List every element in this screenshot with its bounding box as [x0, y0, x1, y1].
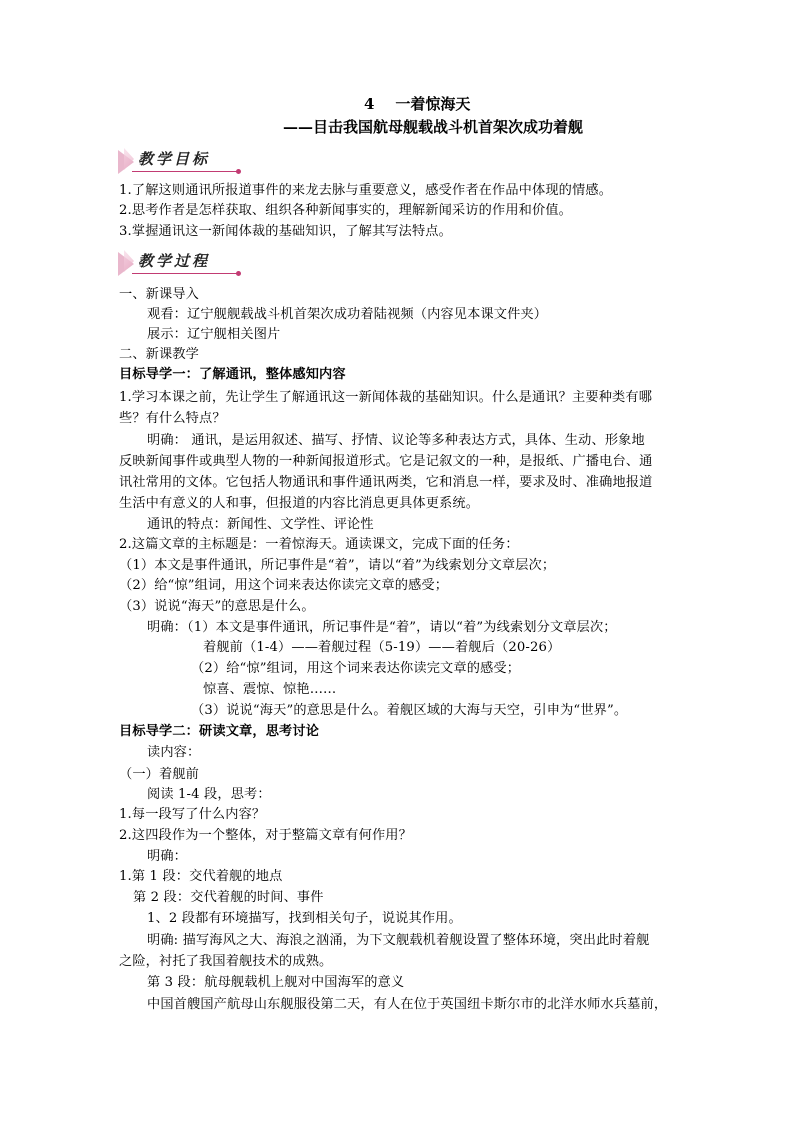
- body-line: 第 2 段：交代着舰的时间、事件: [133, 890, 324, 905]
- body-line: 明确： 通讯，是运用叙述、描写、抒情、议论等多种表达方式，具体、生动、形象地: [147, 433, 645, 448]
- body-line: （1）本文是事件通讯，所记事件是“着”，请以“着”为线索划分文章层次；: [119, 558, 556, 573]
- lesson-main-title: 一着惊海天: [395, 95, 471, 113]
- body-line: 中国首艘国产航母山东舰服役第二天，有人在位于英国纽卡斯尔市的北洋水师水兵墓前，: [147, 997, 668, 1012]
- lesson-subtitle: ——目击我国航母舰载战斗机首架次成功着舰: [283, 118, 584, 136]
- body-line: 2.这四段作为一个整体，对于整篇文章有何作用？: [119, 828, 412, 843]
- body-line: 着舰前（1-4）——着舰过程（5-19）——着舰后（20-26）: [203, 640, 561, 655]
- body-line: 生活中有意义的人和事，但报道的内容比消息更具体更系统。: [119, 496, 480, 511]
- body-line: 些？有什么特点？: [119, 411, 226, 426]
- section-heading: 一、新课导入: [119, 287, 200, 302]
- body-line: 1、2 段都有环境描写，找到相关句子，说说其作用。: [147, 911, 462, 926]
- body-line: 讯社常用的文体。它包括人物通讯和事件通讯两类，它和消息一样，要求及时、准确地报道: [119, 475, 653, 490]
- body-line: （3）说说“海天”的意思是什么。: [119, 599, 315, 614]
- body-line: 展示：辽宁舰相关图片: [147, 327, 281, 342]
- body-line: 明确：: [147, 849, 188, 864]
- body-line: （3）说说“海天”的意思是什么。着舰区域的大海与天空，引申为“世界”。: [191, 703, 628, 718]
- lesson-number: 4: [364, 95, 375, 113]
- goal-item: 3.掌握通讯这一新闻体裁的基础知识，了解其写法特点。: [119, 224, 452, 239]
- body-line: 之险，衬托了我国着舰技术的成熟。: [119, 954, 333, 969]
- banner-underline: [132, 273, 240, 274]
- body-line: 第 3 段：航母舰载机上舰对中国海军的意义: [147, 975, 405, 990]
- banner-dot-icon: [236, 169, 241, 174]
- banner-dot-icon: [236, 271, 241, 276]
- body-line: 读内容：: [147, 745, 201, 760]
- target-heading: 目标导学一：了解通讯，整体感知内容: [119, 367, 346, 382]
- body-line: 1.学习本课之前，先让学生了解通讯这一新闻体裁的基础知识。什么是通讯？主要种类有哪: [119, 390, 653, 405]
- body-line: 1.每一段写了什么内容？: [119, 807, 266, 822]
- body-line: （2）给“惊”组词，用这个词来表达你读完文章的感受；: [119, 578, 449, 593]
- body-line: 明确：（1）本文是事件通讯，所记事件是“着”，请以“着”为线索划分文章层次；: [147, 620, 617, 635]
- process-header-text: 教学过程: [138, 252, 211, 270]
- body-line: （2）给“惊”组词，用这个词来表达你读完文章的感受；: [191, 661, 521, 676]
- goals-header-text: 教学目标: [138, 150, 211, 168]
- body-line: 惊喜、震惊、惊艳……: [203, 682, 337, 697]
- banner-underline: [132, 171, 240, 172]
- goals-section-header: [118, 146, 243, 176]
- goal-item: 1.了解这则通讯所报道事件的来龙去脉与重要意义，感受作者在作品中体现的情感。: [119, 183, 613, 198]
- body-line: 反映新闻事件或典型人物的一种新闻报道形式。它是记叙文的一种，是报纸、广播电台、通: [119, 454, 653, 469]
- body-line: 明确: 描写海风之大、海浪之汹涌，为下文舰载机着舰设置了整体环境，突出此时着舰: [147, 933, 650, 948]
- body-line: 2.这篇文章的主标题是：一着惊海天。通读课文，完成下面的任务：: [119, 537, 519, 552]
- body-line: 阅读 1-4 段，思考：: [147, 787, 271, 802]
- body-line: 1.第 1 段：交代着舰的地点: [119, 869, 283, 884]
- body-line: 通讯的特点：新闻性、文学性、评论性: [147, 517, 374, 532]
- body-line: （一）着舰前: [119, 767, 200, 782]
- goal-item: 2.思考作者是怎样获取、组织各种新闻事实的，理解新闻采访的作用和价值。: [119, 203, 573, 218]
- lesson-title: [364, 93, 470, 114]
- body-line: 观看：辽宁舰舰载战斗机首架次成功着陆视频（内容见本课文件夹）: [147, 307, 548, 322]
- section-heading: 二、新课教学: [119, 347, 200, 362]
- process-section-header: [118, 248, 243, 278]
- target-heading: 目标导学二：研读文章，思考讨论: [119, 724, 320, 739]
